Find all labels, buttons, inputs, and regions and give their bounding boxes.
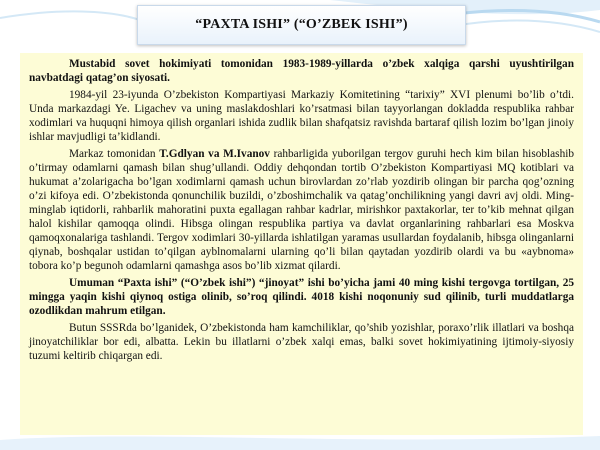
slide-title: “PAXTA ISHI” (“O’ZBEK ISHI”) [195, 17, 408, 32]
content-panel [20, 53, 583, 435]
paragraph-investigation-pre: Markaz tomonidan [69, 148, 160, 160]
investigator-names: T.Gdlyan va M.Ivanov [159, 148, 270, 160]
paragraph-investigation-body: rahbarligida yuborilgan tergov guruhi hech kim bilan hisoblashib o’tirmay odamlarni qamash bilan shug’ullandi. Oddiy dehqondan tortib O’zbekiston Kompartiyasi MQ kotiblari va hukumat a’zolarigacha bo’lgan xodimlarni qamash uchun birovlardan zo’rlab yozdirib olingan bir parcha qog’ozning o’zi kifoya edi. O’zbekistonda qonunchilik buzildi, o’zboshimchalik va qatag’onchilikning yangi davri avj oldi. Ming-minglab iqtidorli, rahbarlik mahoratini puxta egallagan rahbar kadrlar, mirishkor paxtakorlar, ter to’kib mehnat qilgan halol kishilar qamoqqa olindi. Hibsga olingan respublika partiya va davlat organlarining rahbarlari esa Moskva qamoqxonalariga tashlandi. Tergov xodimlari 30-yillarda ishlatilgan yaramas usullardan foydalanib, hibsga olinganlarni qiynab, boshqalar ustidan to’qilgan ayblnomalarni ularning qo’li bilan qaytadan yozdirib olardi va bu «aybnoma» tobora ko’p begunoh odamlarni qamashga asos bo’lib xizmat qilardi. [29, 148, 575, 272]
paragraph-conclusion: Butun SSSRda bo’lganidek, O’zbekistonda ham kamchiliklar, qo’shib yozishlar, poraxo’rlik illatlari va boshqa jinoyatchiliklar bor edi, albatta. Lekin bu illatlarni o’zbek xalqi emas, balki sovet hokimiyatining ijtimoiy-siyosiy tuzumi keltirib chiqargan edi. [29, 322, 574, 362]
paragraph-statistics: Umuman “Paxta ishi” (“O’zbek ishi”) “jinoyat” ishi bo’yicha jami 40 ming kishi tergovga tortilgan, 25 mingga yaqin kishi qiynoq ostiga olinib, so’roq qilindi. 4018 kishi noqonuniy sud qilinib, turli muddatlarga ozodlikdan mahrum etilgan. [29, 277, 574, 317]
slide-title-box [137, 5, 466, 45]
paragraph-investigation [29, 147, 574, 273]
intro-paragraph: Mustabid sovet hokimiyati tomonidan 1983-1989-yillarda o’zbek xalqiga qarshi uyushtirilgan navbatdagi qatag’on siyosati. [29, 58, 574, 84]
paragraph-plenum: 1984-yil 23-iyunda O’zbekiston Kompartiyasi Markaziy Komitetining “tarixiy” XVI plenumi bo’lib o’tdi. Unda markazdagi Ye. Ligachev va uning maslakdoshlari ko’rsatmasi bilan tayyorlangan dokladda respublika rahbar xodimlari va huquqni himoya qilish organlari ishida zudlik bilan shafqatsiz ravishda bartaraf qilish lozim bo’lgan jinoiy ishlar mavjudligi ta’kidlandi. [29, 89, 574, 143]
